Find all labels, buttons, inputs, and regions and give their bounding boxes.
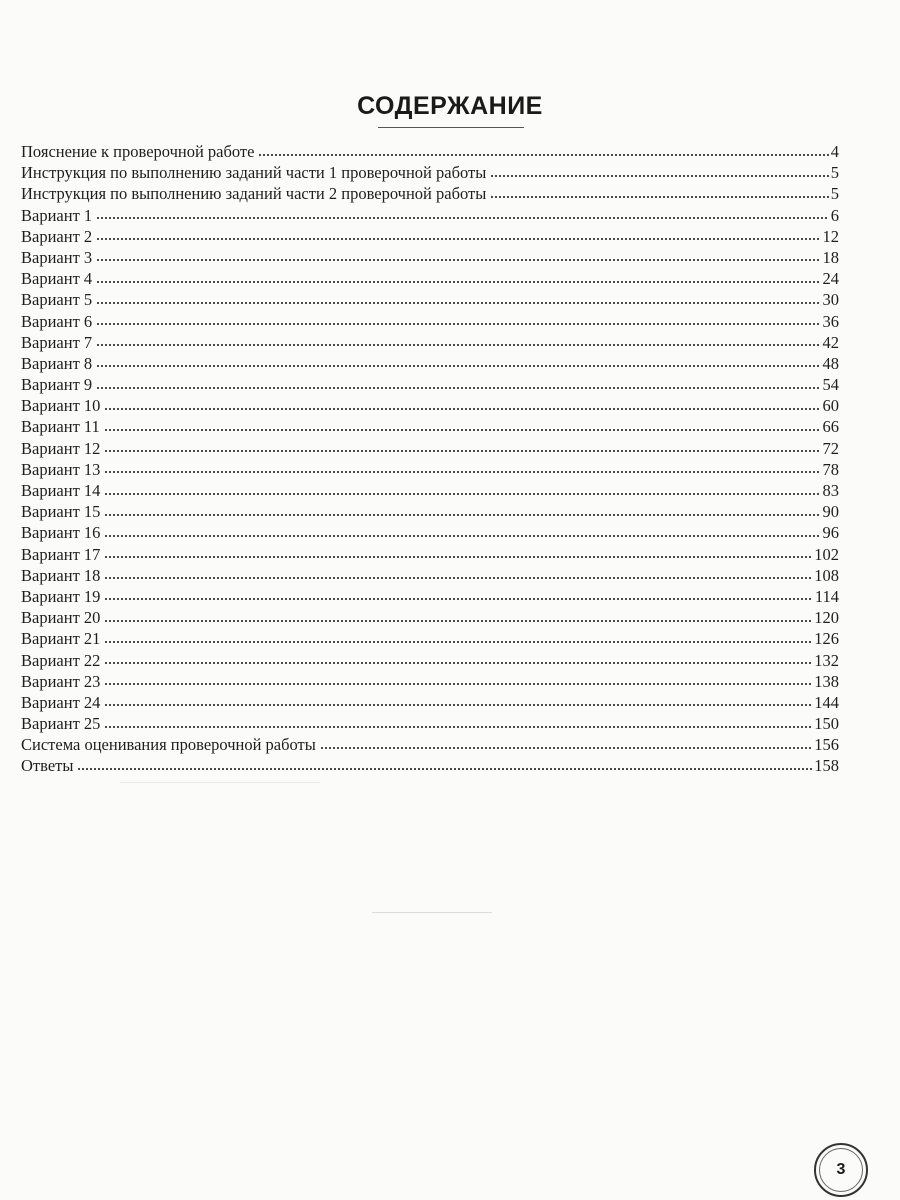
toc-entry-label: Вариант 12 bbox=[21, 438, 101, 458]
toc-entry[interactable] bbox=[21, 332, 839, 353]
toc-entry-label: Вариант 1 bbox=[21, 205, 93, 225]
toc-entry-page: 132 bbox=[814, 650, 839, 670]
toc-entry-page: 120 bbox=[814, 608, 839, 628]
toc-leader-dots bbox=[96, 216, 829, 221]
toc-entry-label: Вариант 18 bbox=[21, 565, 101, 585]
toc-entry-page: 60 bbox=[822, 396, 839, 416]
toc-entry[interactable] bbox=[21, 586, 839, 607]
toc-entry-label: Вариант 22 bbox=[21, 650, 101, 670]
title-underline bbox=[378, 127, 524, 128]
toc-entry[interactable] bbox=[21, 289, 839, 310]
toc-entry[interactable] bbox=[21, 183, 839, 204]
toc-leader-dots bbox=[104, 639, 812, 644]
toc-entry-label: Вариант 8 bbox=[21, 353, 93, 373]
toc-leader-dots bbox=[96, 300, 820, 305]
table-of-contents bbox=[21, 141, 839, 777]
toc-entry-label: Вариант 2 bbox=[21, 226, 93, 246]
toc-entry[interactable] bbox=[21, 438, 839, 459]
toc-entry-page: 108 bbox=[814, 565, 839, 585]
toc-entry[interactable] bbox=[21, 650, 839, 671]
toc-entry[interactable] bbox=[21, 247, 839, 268]
toc-entry-label: Вариант 5 bbox=[21, 290, 93, 310]
toc-leader-dots bbox=[104, 533, 820, 538]
toc-entry-page: 18 bbox=[822, 247, 839, 267]
toc-leader-dots bbox=[104, 597, 812, 602]
toc-entry-label: Вариант 14 bbox=[21, 481, 101, 500]
toc-leader-dots bbox=[104, 724, 812, 729]
toc-entry-label: Вариант 17 bbox=[21, 544, 101, 564]
toc-leader-dots bbox=[104, 406, 820, 411]
toc-entry-page: 72 bbox=[822, 438, 839, 458]
toc-entry-label: Инструкция по выполнению заданий части 2 проверочной работы bbox=[21, 184, 487, 204]
toc-entry[interactable] bbox=[21, 692, 839, 713]
toc-entry-page: 144 bbox=[814, 692, 839, 712]
toc-entry-page: 90 bbox=[822, 502, 839, 522]
toc-entry-label: Вариант 19 bbox=[21, 586, 101, 606]
toc-entry-page: 12 bbox=[822, 226, 839, 246]
toc-leader-dots bbox=[96, 279, 820, 284]
toc-entry[interactable] bbox=[21, 501, 839, 522]
toc-entry[interactable] bbox=[21, 353, 839, 374]
toc-leader-dots bbox=[77, 766, 812, 771]
toc-leader-dots bbox=[96, 237, 820, 242]
toc-entry-label: Вариант 10 bbox=[21, 396, 101, 416]
toc-leader-dots bbox=[96, 364, 820, 369]
toc-entry-label: Система оценивания проверочной работы bbox=[21, 735, 316, 755]
toc-entry[interactable] bbox=[21, 522, 839, 543]
toc-entry[interactable] bbox=[21, 268, 839, 289]
toc-entry[interactable] bbox=[21, 205, 839, 226]
toc-leader-dots bbox=[104, 703, 812, 708]
toc-entry-label: Вариант 20 bbox=[21, 608, 101, 628]
toc-entry-label: Вариант 9 bbox=[21, 375, 93, 395]
toc-entry-page: 5 bbox=[830, 163, 839, 183]
toc-leader-dots bbox=[104, 427, 821, 432]
toc-leader-dots bbox=[258, 152, 828, 157]
toc-entry-page: 24 bbox=[822, 269, 839, 289]
toc-entry-page: 126 bbox=[814, 629, 839, 649]
toc-entry[interactable] bbox=[21, 416, 839, 437]
toc-leader-dots bbox=[490, 173, 828, 178]
toc-entry-label: Вариант 7 bbox=[21, 332, 93, 352]
toc-entry[interactable] bbox=[21, 713, 839, 734]
toc-entry[interactable] bbox=[21, 311, 839, 332]
toc-entry-label: Вариант 21 bbox=[21, 629, 101, 649]
toc-entry[interactable] bbox=[21, 607, 839, 628]
toc-entry-label: Вариант 3 bbox=[21, 247, 93, 267]
toc-entry-label: Вариант 23 bbox=[21, 671, 101, 691]
toc-entry-page: 30 bbox=[822, 290, 839, 310]
toc-entry-label: Вариант 6 bbox=[21, 311, 93, 331]
toc-entry-page: 156 bbox=[814, 735, 839, 755]
page-title: СОДЕРЖАНИЕ bbox=[357, 92, 543, 120]
toc-entry[interactable] bbox=[21, 671, 839, 692]
page-number: 3 bbox=[836, 1161, 846, 1178]
toc-entry[interactable] bbox=[21, 162, 839, 183]
toc-entry-page: 102 bbox=[814, 544, 839, 564]
toc-entry[interactable] bbox=[21, 755, 839, 776]
toc-leader-dots bbox=[96, 385, 820, 390]
toc-entry-page: 42 bbox=[822, 332, 839, 352]
toc-entry-label: Вариант 4 bbox=[21, 269, 93, 289]
toc-leader-dots bbox=[104, 555, 812, 560]
toc-leader-dots bbox=[96, 258, 820, 263]
toc-leader-dots bbox=[96, 322, 820, 327]
toc-entry-label: Вариант 13 bbox=[21, 459, 101, 479]
toc-leader-dots bbox=[96, 343, 820, 348]
toc-leader-dots bbox=[104, 682, 812, 687]
toc-entry[interactable] bbox=[21, 544, 839, 565]
toc-entry-page: 48 bbox=[822, 353, 839, 373]
toc-entry-page: 150 bbox=[814, 714, 839, 734]
toc-entry-label: Ответы bbox=[21, 756, 74, 776]
toc-leader-dots bbox=[104, 470, 820, 475]
toc-entry-page: 6 bbox=[830, 205, 839, 225]
toc-entry-page: 66 bbox=[822, 417, 839, 437]
toc-entry-page: 4 bbox=[830, 142, 839, 161]
toc-leader-dots bbox=[104, 449, 820, 454]
toc-entry-label: Вариант 15 bbox=[21, 502, 101, 522]
toc-entry-page: 54 bbox=[822, 375, 839, 395]
toc-entry-page: 138 bbox=[814, 671, 839, 691]
toc-leader-dots bbox=[104, 661, 812, 666]
page-number-badge bbox=[814, 1143, 868, 1197]
toc-entry-label: Инструкция по выполнению заданий части 1 проверочной работы bbox=[21, 163, 487, 183]
toc-leader-dots bbox=[320, 745, 812, 750]
toc-leader-dots bbox=[104, 618, 812, 623]
toc-entry-page: 158 bbox=[814, 756, 839, 776]
toc-leader-dots bbox=[104, 491, 820, 496]
toc-entry[interactable] bbox=[21, 480, 839, 501]
toc-entry-page: 5 bbox=[830, 184, 839, 204]
toc-entry-label: Вариант 25 bbox=[21, 714, 101, 734]
toc-entry-label: Вариант 11 bbox=[21, 417, 100, 437]
toc-leader-dots bbox=[104, 576, 812, 581]
toc-entry-page: 36 bbox=[822, 311, 839, 331]
toc-leader-dots bbox=[104, 512, 820, 517]
toc-entry-label: Вариант 16 bbox=[21, 523, 101, 543]
toc-entry-label: Вариант 24 bbox=[21, 692, 101, 712]
toc-entry-label: Пояснение к проверочной работе bbox=[21, 142, 255, 161]
bleed-through-line bbox=[372, 912, 492, 913]
toc-leader-dots bbox=[490, 194, 828, 199]
toc-entry[interactable] bbox=[21, 141, 839, 162]
toc-entry-page: 83 bbox=[822, 481, 839, 500]
toc-entry[interactable] bbox=[21, 628, 839, 649]
bleed-through-line bbox=[120, 782, 320, 783]
toc-entry-page: 96 bbox=[822, 523, 839, 543]
toc-entry[interactable] bbox=[21, 374, 839, 395]
toc-entry[interactable] bbox=[21, 459, 839, 480]
toc-entry-page: 78 bbox=[822, 459, 839, 479]
toc-entry[interactable] bbox=[21, 226, 839, 247]
toc-entry[interactable] bbox=[21, 395, 839, 416]
toc-entry[interactable] bbox=[21, 734, 839, 755]
toc-entry[interactable] bbox=[21, 565, 839, 586]
toc-entry-page: 114 bbox=[814, 586, 839, 606]
